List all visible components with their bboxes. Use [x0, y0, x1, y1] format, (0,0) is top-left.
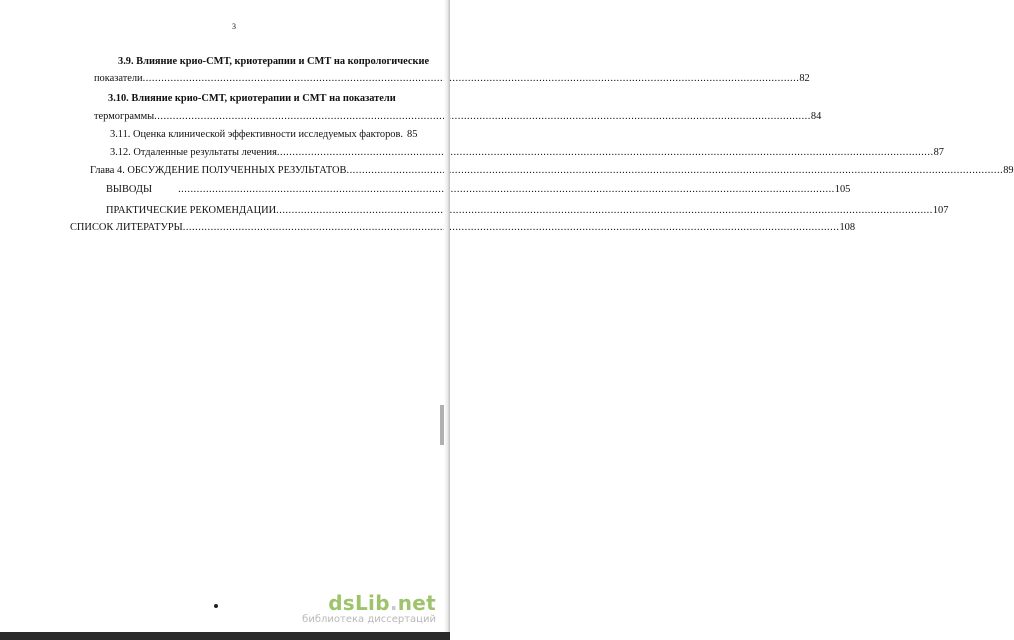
toc-page-number: 107 — [932, 205, 949, 216]
toc-entry-3-10 — [94, 111, 822, 123]
dot-leader — [143, 73, 800, 85]
toc-entry-text: 3.11. Оценка клинической эффективности исследуемых факторов. — [110, 129, 403, 140]
toc-page-number: 84 — [810, 111, 822, 122]
toc-entry-chapter-4 — [90, 165, 1014, 177]
dot-leader — [276, 205, 933, 217]
toc-entry-text: ПРАКТИЧЕСКИЕ РЕКОМЕНДАЦИИ — [106, 205, 277, 216]
toc-page-number: 87 — [933, 147, 944, 158]
page-number: 3 — [232, 22, 236, 31]
toc-page-number: 89 — [1003, 165, 1014, 176]
dot-leader — [277, 147, 934, 159]
toc-entry-3-12 — [110, 147, 944, 159]
logo-tld-text: net — [397, 591, 436, 615]
toc-page-number: 108 — [839, 222, 856, 233]
dot-leader — [154, 111, 811, 123]
toc-entry-text: 3.12. Отдаленные результаты лечения — [110, 147, 277, 158]
toc-page-number: 85 — [407, 129, 418, 140]
toc-entry-text: Глава 4. ОБСУЖДЕНИЕ ПОЛУЧЕННЫХ РЕЗУЛЬТАТОВ — [90, 165, 347, 176]
watermark-subtitle: библиотека диссертаций — [302, 614, 436, 625]
toc-page-number: 105 — [834, 184, 851, 195]
toc-entry-text: показатели — [94, 73, 143, 84]
toc-entry-3-9 — [94, 73, 810, 85]
dot-leader — [178, 184, 835, 196]
toc-entry-conclusions — [106, 184, 851, 196]
toc-entry-recommendations — [106, 205, 949, 217]
toc-entry-text: термограммы — [94, 111, 155, 122]
scan-speck — [214, 604, 218, 608]
scan-bottom-edge — [0, 632, 450, 640]
toc-entry-3-10-line1: 3.10. Влияние крио-СМТ, криотерапии и СМТ на показатели — [108, 93, 396, 104]
toc-entry-3-9-line1: 3.9. Влияние крио-СМТ, криотерапии и СМТ на копрологические — [118, 56, 430, 67]
dslib-logo — [302, 592, 436, 614]
toc-entry-text: СПИСОК ЛИТЕРАТУРЫ — [70, 222, 183, 233]
dot-leader — [183, 222, 840, 234]
toc-page-number: 82 — [799, 73, 810, 84]
dslib-watermark — [302, 592, 436, 626]
logo-dot: . — [389, 591, 398, 615]
scan-edge-mark — [440, 405, 444, 445]
toc-entry-3-11 — [110, 129, 418, 141]
logo-main-text: dsLib — [328, 591, 390, 615]
toc-entry-text: ВЫВОДЫ — [106, 184, 153, 195]
scan-edge-shadow — [444, 0, 450, 640]
toc-entry-references — [70, 222, 856, 234]
